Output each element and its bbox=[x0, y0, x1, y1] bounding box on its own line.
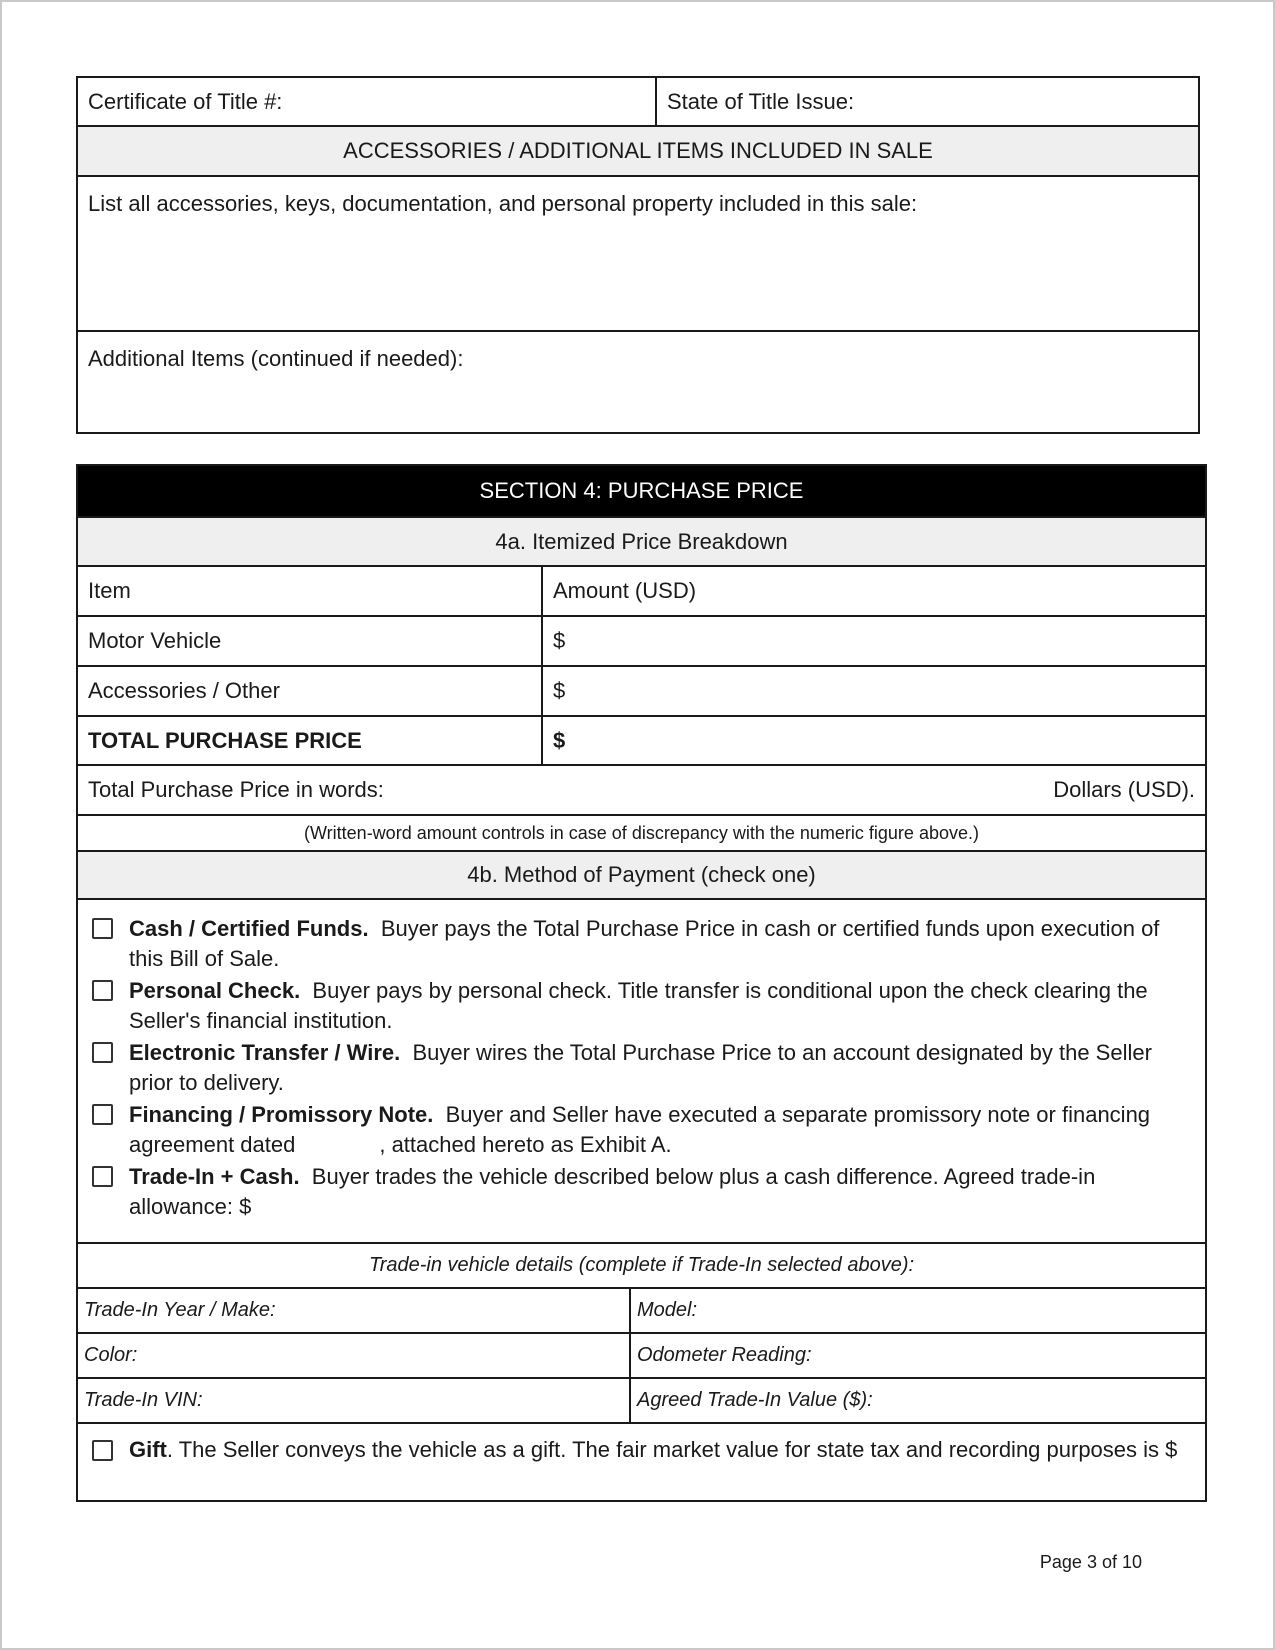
payment-options bbox=[77, 899, 1206, 1243]
amount-total-field[interactable]: $ bbox=[542, 716, 1206, 765]
tradein-vin-field[interactable]: Trade-In VIN: bbox=[77, 1378, 630, 1423]
discrepancy-note: (Written-word amount controls in case of discrepancy with the numeric figure above.) bbox=[77, 815, 1206, 851]
checkbox-personal-check[interactable] bbox=[92, 980, 113, 1001]
additional-items-field[interactable]: Additional Items (continued if needed): bbox=[77, 331, 1199, 433]
payment-option-wire bbox=[88, 1038, 1195, 1098]
payment-option-financing bbox=[88, 1100, 1195, 1160]
item-total-purchase-price: TOTAL PURCHASE PRICE bbox=[77, 716, 542, 765]
amount-accessories-field[interactable]: $ bbox=[542, 666, 1206, 716]
checkbox-tradein[interactable] bbox=[92, 1166, 113, 1187]
amount-motor-vehicle-field[interactable]: $ bbox=[542, 616, 1206, 666]
purchase-price-table bbox=[76, 464, 1207, 1502]
payment-option-check bbox=[88, 976, 1195, 1036]
option-tradein-title: Trade-In + Cash. bbox=[129, 1164, 300, 1189]
subsection-4a-header: 4a. Itemized Price Breakdown bbox=[77, 517, 1206, 566]
table-row bbox=[77, 1378, 1206, 1423]
tradein-color-field[interactable]: Color: bbox=[77, 1333, 630, 1378]
accessories-list-field[interactable]: List all accessories, keys, documentation, and personal property included in this sale: bbox=[77, 176, 1199, 331]
gift-option-row bbox=[77, 1423, 1206, 1501]
tradein-model-field[interactable]: Model: bbox=[630, 1288, 1206, 1333]
option-wire-text: Buyer wires the Total Purchase Price to an account designated by the Seller prior to delivery. bbox=[129, 1040, 1152, 1095]
option-gift-title: Gift bbox=[129, 1437, 167, 1462]
state-of-title-field[interactable]: State of Title Issue: bbox=[656, 77, 1199, 126]
section-4-header: SECTION 4: PURCHASE PRICE bbox=[77, 465, 1206, 517]
option-tradein-text: Buyer trades the vehicle described below plus a cash difference. Agreed trade-in allowance: $ bbox=[129, 1164, 1096, 1219]
tradein-odometer-field[interactable]: Odometer Reading: bbox=[630, 1333, 1206, 1378]
accessories-header: ACCESSORIES / ADDITIONAL ITEMS INCLUDED IN SALE bbox=[77, 126, 1199, 176]
table-row bbox=[77, 666, 1206, 716]
certificate-of-title-field[interactable]: Certificate of Title #: bbox=[77, 77, 656, 126]
title-accessories-table bbox=[76, 76, 1200, 434]
option-cash-title: Cash / Certified Funds. bbox=[129, 916, 369, 941]
item-motor-vehicle: Motor Vehicle bbox=[77, 616, 542, 666]
column-header-amount: Amount (USD) bbox=[542, 566, 1206, 616]
dollars-usd-label: Dollars (USD). bbox=[1053, 777, 1196, 802]
table-row bbox=[77, 1288, 1206, 1333]
column-header-item: Item bbox=[77, 566, 542, 616]
subsection-4b-header: 4b. Method of Payment (check one) bbox=[77, 851, 1206, 899]
checkbox-gift[interactable] bbox=[92, 1440, 113, 1461]
option-financing-text: Buyer and Seller have executed a separate promissory note or financing agreement dated bbox=[129, 1102, 1151, 1157]
payment-option-tradein bbox=[88, 1162, 1195, 1222]
table-row bbox=[77, 1333, 1206, 1378]
option-cash-text: Buyer pays the Total Purchase Price in cash or certified funds upon execution of this Bill of Sale. bbox=[129, 916, 1160, 971]
option-financing-text-end: , attached hereto as Exhibit A. bbox=[379, 1132, 672, 1157]
tradein-details-header: Trade-in vehicle details (complete if Trade-In selected above): bbox=[77, 1243, 1206, 1288]
tradein-year-make-field[interactable]: Trade-In Year / Make: bbox=[77, 1288, 630, 1333]
option-wire-title: Electronic Transfer / Wire. bbox=[129, 1040, 401, 1065]
option-gift-text: . The Seller conveys the vehicle as a gift. The fair market value for state tax and recording purposes is $ bbox=[166, 1437, 1178, 1462]
table-row bbox=[77, 616, 1206, 666]
option-check-text: Buyer pays by personal check. Title transfer is conditional upon the check clearing the Seller's financial institution. bbox=[129, 978, 1148, 1033]
table-row bbox=[77, 716, 1206, 765]
tradein-value-field[interactable]: Agreed Trade-In Value ($): bbox=[630, 1378, 1206, 1423]
price-in-words-field[interactable] bbox=[77, 765, 1206, 815]
payment-option-cash bbox=[88, 914, 1195, 974]
checkbox-cash[interactable] bbox=[92, 918, 113, 939]
option-financing-title: Financing / Promissory Note. bbox=[129, 1102, 434, 1127]
page-number: Page 3 of 10 bbox=[1039, 1552, 1142, 1572]
item-accessories-other: Accessories / Other bbox=[77, 666, 542, 716]
option-check-title: Personal Check. bbox=[129, 978, 301, 1003]
payment-option-gift bbox=[88, 1436, 1195, 1463]
price-in-words-label: Total Purchase Price in words: bbox=[88, 777, 384, 802]
checkbox-wire[interactable] bbox=[92, 1042, 113, 1063]
checkbox-financing[interactable] bbox=[92, 1104, 113, 1125]
